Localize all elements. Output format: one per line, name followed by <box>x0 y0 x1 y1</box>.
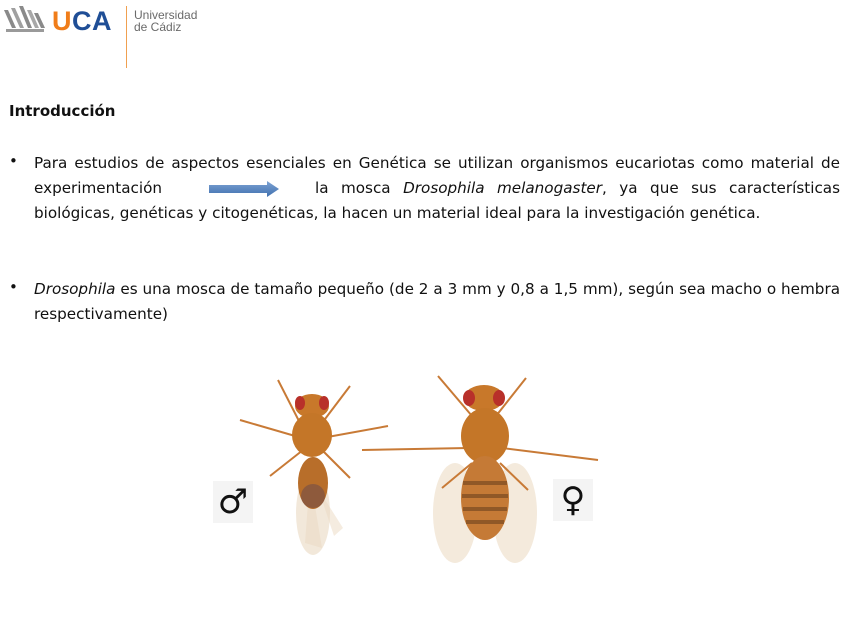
uca-logo-text: UCA <box>52 6 112 36</box>
uca-logo-icon <box>2 4 48 34</box>
genus-name: Drosophila <box>34 280 116 298</box>
university-name <box>134 9 197 33</box>
university-line2: de Cádiz <box>134 20 182 34</box>
paragraph-1 <box>34 151 840 226</box>
species-name: Drosophila melanogaster <box>403 179 602 197</box>
right-arrow-icon <box>175 181 303 197</box>
p1-text-start: Para estudios de aspectos esenciales en Genética se utilizan organismos eucariotas como material de experimentación <box>34 154 840 197</box>
female-fly-icon <box>362 376 598 563</box>
section-title: Introducción <box>9 102 116 120</box>
p1-text-mosca: la mosca <box>314 179 391 197</box>
fly-illustration <box>210 368 610 583</box>
paragraph-2 <box>34 277 840 327</box>
p2-text-rest: es una mosca de tamaño pequeño (de 2 a 3 mm y 0,8 a 1,5 mm), según sea macho o hembra respectivamente) <box>34 280 840 323</box>
female-symbol-icon: ♀ <box>553 479 593 521</box>
logo-divider <box>126 6 127 68</box>
header <box>0 0 848 70</box>
bullet-2: • <box>9 278 18 296</box>
male-fly-icon <box>240 380 388 555</box>
university-line1: Universidad <box>134 8 198 22</box>
male-symbol-icon: ♂ <box>213 481 253 523</box>
p1-text-rest: , ya que sus características biológicas, genéticas y citogenéticas, la hacen un material ideal para la investigación genética. <box>34 179 841 222</box>
arrow-container <box>175 181 303 197</box>
bullet-1: • <box>9 152 18 170</box>
